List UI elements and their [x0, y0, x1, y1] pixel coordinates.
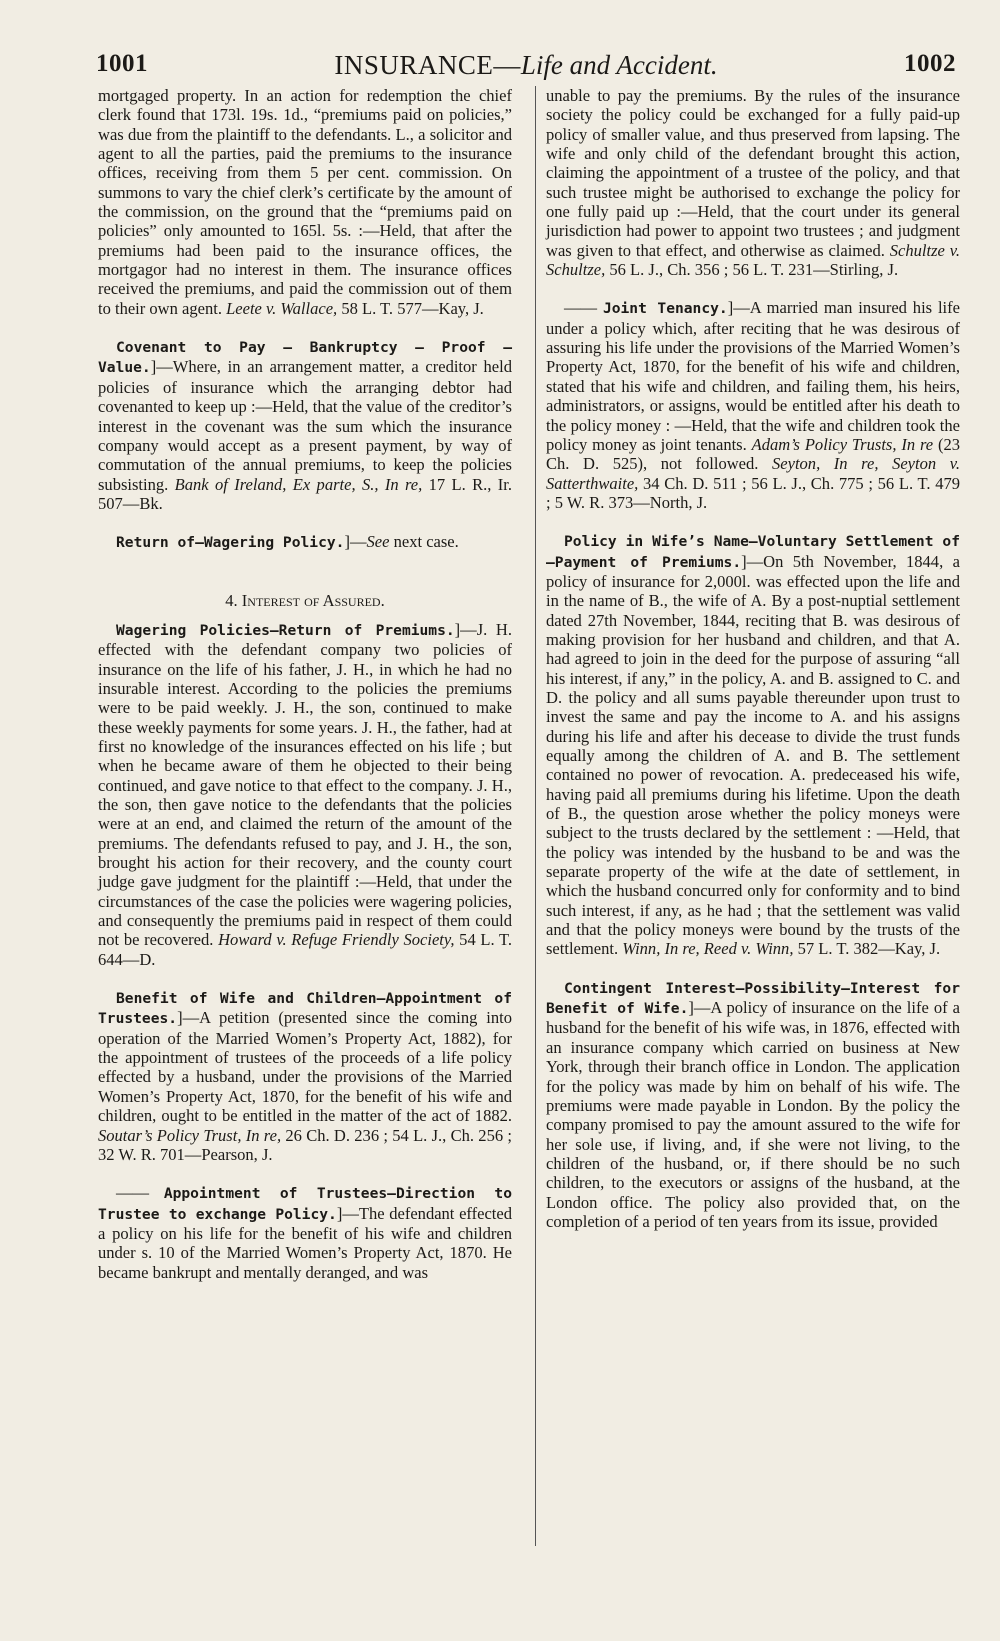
paragraph-text: ]—The defendant effected a policy on his life for the benefit of his wife and children under s. 10 of the Married Women’s Property Act, 1870. He became bankrupt and mentally deranged, and was [98, 1203, 512, 1282]
case-name: Seyton, In re, Seyton v. Satterthwaite, [546, 454, 960, 493]
title-main: INSURANCE— [334, 50, 521, 80]
see-reference: See [366, 532, 390, 552]
page-number-left: 1001 [96, 50, 148, 77]
paragraph-contingent-interest [546, 978, 960, 1231]
case-name: Bank of Ireland, Ex parte, S., In re, [174, 474, 423, 494]
case-name: Winn, In re, Reed v. Winn, [622, 939, 794, 959]
paragraph-text: unable to pay the premiums. By the rules of the insurance society the policy could be exchanged for a fully paid-up policy of smaller value, and thus preserved from lapsing. The wife and only child of the defendant brought this action, claiming the appointment of a trustee of the policy, and that such trustee might be authorised to exchange the policy for one fully paid up :—Held, that the court under its general jurisdiction had power to appoint two trustees ; and judgment was given to that effect, and otherwise as claimed. [546, 86, 960, 260]
paragraph-text: ]—J. H. effected with the defendant company two policies of insurance on the life of his father, J. H., in which he had no insurable interest. According to the policies the premiums were to be paid weekly. J. H., the son, continued to make these weekly payments for some years. J. H., the father, had at first no knowledge of the insurances effected on his life ; but when he became aware of them he objected to their being continued, and gave notice to that effect to the company. J. H., the son, then gave notice to the defendants that the policies were at an end, and claimed the return of the amount of the premiums. The defendants refused to pay, and J. H., the son, brought his action for their recovery, and the county court judge gave judgment for the plaintiff :—Held, that under the circumstances of the case the policies were wagering policies, and consequently the premiums paid in respect of them could not be recovered. [98, 619, 513, 950]
dash-mark: —— [116, 1183, 150, 1203]
paragraph-appointment-of-trustees [98, 1183, 512, 1282]
paragraph-text: ]—A petition (presented since the coming into operation of the Married Women’s Property Act, 1882), for the appointment of trustees of the proceeds of a life policy effected by a husband, under the provisions of the Married Women’s Property Act, 1870, for the benefit of his wife and children, ought to be entitled in the matter of the act of 1882. [98, 1008, 512, 1126]
case-name: Leete v. Wallace, [226, 298, 338, 318]
entry-heading: Policy in Wife’s Name—Voluntary Settlement of—Payment of Premiums. [546, 533, 960, 571]
entry-heading: Return of—Wagering Policy. [116, 534, 345, 552]
citation: 34 Ch. D. 511 ; 56 L. J., Ch. 775 ; 56 L. T. 479 ; 5 W. R. 373—North, J. [546, 473, 961, 512]
citation: 17 L. R., Ir. 507—Bk. [98, 474, 513, 513]
paragraph-text: next case. [393, 532, 459, 552]
entry-heading: Benefit of Wife and Children—Appointment of Trustees. [98, 990, 512, 1028]
title-subtitle: Life and Accident. [520, 50, 718, 80]
paragraph-text: ]—On 5th November, 1844, a policy of insurance for 2,000l. was effected upon the life and in the name of B., the wife of A. By a post-nuptial settlement dated 27th November, 1844, reciting that B. was desirous of making provision for her husband and children, and that A. had agreed to join in the deed for the purpose of assuring “all his interest, if any,” in the policy, A. and B. assigned to C. and D. the policy and all sums payable thereunder upon trust to invest the same and pay the income to A. and his assigns during his life and after his decease to divide the trust funds equally among the children of A. and B. The settlement contained no power of revocation. A. predeceased his wife, having paid all premiums during his lifetime. Upon the death of B., the question arose whether the policy moneys were subject to the trusts declared by the settlement : —Held, that the policy was intended by the husband to be and was the separate property of the wife at the date of settlement, in which the husband concurred only for conformity and to bind such interest, if any, as he had ; that the settlement was valid and that the policy moneys were bound by the trusts of the settlement. [546, 551, 960, 959]
paragraph-policy-in-wifes-name [546, 531, 960, 959]
citation: 58 L. T. 577—Kay, J. [341, 298, 484, 318]
paragraph-covenant-to-pay [98, 337, 512, 513]
column-divider [535, 86, 536, 1546]
dash-mark: —— [564, 298, 598, 318]
paragraph-text: mortgaged property. In an action for redemption the chief clerk found that 173l. 19s. 1d., “premiums paid on policies,” was due from the plaintiff to the defendants. L., a solicitor and agent to all the parties, paid the premiums to the insurance offices, receiving from them 5 per cent. commission. On summons to vary the chief clerk’s certificate by the amount of the commission, on the ground that the “premiums paid on policies” only amounted to 165l. 5s. :—Held, that after the premiums had been paid to the insurance offices, the mortgagor had no interest in them. The insurance offices received the premiums, and paid the commission out of them to their own agent. [98, 86, 512, 318]
paragraph-text: ]—Where, in an arrangement matter, a creditor held policies of insurance which the arranging debtor had covenanted to keep up :—Held, that the value of the creditor’s interest in the covenant was the sum which the insurance company would accept as a present payment, by way of commutation of the annual premiums, to keep the policies subsisting. [98, 357, 512, 494]
case-name: Adam’s Policy Trusts, In re [751, 434, 934, 454]
case-name: Schultze v. Schultze, [546, 240, 960, 280]
paragraph-return-of: Return of—Wagering Policy.]—See next case. [116, 532, 459, 552]
paragraph-wagering-policies [98, 620, 512, 969]
citation: 57 L. T. 382—Kay, J. [797, 939, 941, 959]
paragraph-unable-to-pay [546, 86, 960, 279]
entry-heading: Appointment of Trustees—Direction to Trustee to exchange Policy. [98, 1185, 512, 1223]
paragraph-benefit-of-wife [98, 988, 512, 1164]
case-name: Soutar’s Policy Trust, In re, [98, 1125, 282, 1145]
citation: 54 L. T. 644—D. [98, 930, 513, 969]
section-heading: 4. Interest of Assured. [225, 590, 385, 610]
page-header [96, 50, 956, 84]
left-column [98, 86, 512, 1282]
right-column [546, 86, 960, 1231]
paragraph-mortgaged-property [98, 86, 512, 318]
paragraph-joint-tenancy [546, 298, 960, 512]
entry-heading: Contingent Interest—Possibility—Interest for Benefit of Wife. [546, 979, 960, 1018]
paragraph-text: ]—A policy of insurance on the life of a husband for the benefit of his wife was, in 1876, effected with an insurance company which carried on business at New York, through their branch office in London. The application for the policy was made by him on behalf of his wife. The premiums were made payable in London. By the policy the company promised to pay the amount assured to the wife for her sole use, if living, and, if she were not living, to the children of the husband, or, if there should be no such children, to the executors or assigns of the husband, at the London office. The policy also provided that, on the completion of a period of ten years from its issue, provided [546, 998, 960, 1231]
entry-heading: Wagering Policies—Return of Premiums. [116, 621, 455, 639]
citation: 56 L. J., Ch. 356 ; 56 L. T. 231—Stirling, J. [609, 260, 899, 280]
case-name: Howard v. Refuge Friendly Society, [218, 930, 455, 950]
paragraph-text: ]—A married man insured his life under a policy which, after reciting that he was desirous of assuring his life under the provisions of the Married Women’s Property Act, 1870, for the benefit of his wife and children, stated that his wife and children, and failing them, his heirs, administrators, or assigns, would be entitled after his death to the policy money : —Held, that the wife and children took the policy money as joint tenants. [546, 298, 960, 454]
page-number-right: 1002 [904, 50, 956, 77]
citation: 26 Ch. D. 236 ; 54 L. J., Ch. 256 ; 32 W. R. 701—Pearson, J. [98, 1125, 512, 1164]
entry-heading: Joint Tenancy. [602, 300, 728, 318]
running-title [96, 50, 956, 81]
citation-note: (23 Ch. D. 525), not followed. [546, 434, 961, 474]
entry-heading: Covenant to Pay — Bankruptcy — Proof — Value. [98, 339, 512, 377]
